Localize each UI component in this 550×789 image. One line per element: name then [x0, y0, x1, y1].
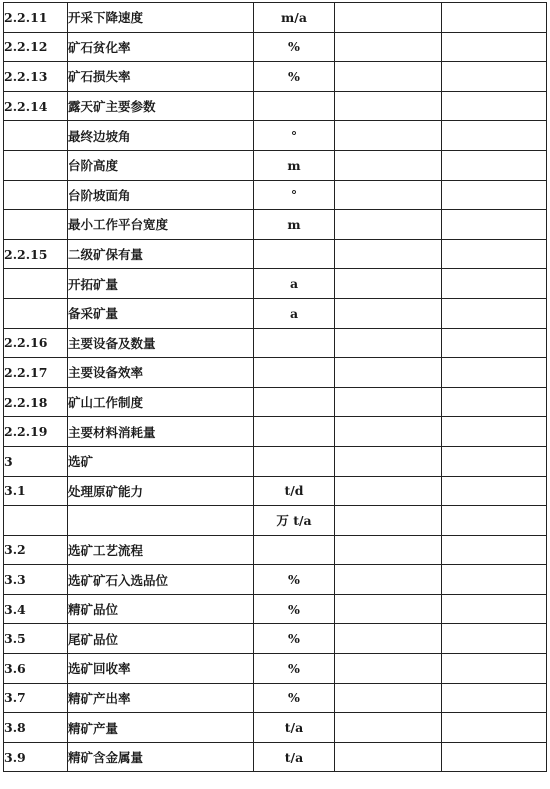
row-item: 选矿 [68, 446, 254, 476]
row-code: 3.2 [4, 535, 68, 565]
table-row [4, 446, 547, 476]
row-value-cell [335, 210, 442, 240]
row-code: 2.2.16 [4, 328, 68, 358]
row-item: 主要设备及数量 [68, 328, 254, 358]
row-code: 2.2.14 [4, 91, 68, 121]
row-value-cell [335, 476, 442, 506]
row-code [4, 150, 68, 180]
row-value-cell [335, 654, 442, 684]
row-value-cell [335, 565, 442, 595]
row-note-cell [442, 150, 547, 180]
row-note-cell [442, 565, 547, 595]
row-value-cell [335, 298, 442, 328]
row-note-cell [442, 3, 547, 33]
row-unit: a [254, 269, 335, 299]
parameter-table [3, 2, 547, 772]
row-item: 选矿矿石入选品位 [68, 565, 254, 595]
row-note-cell [442, 654, 547, 684]
table-row [4, 32, 547, 62]
row-code [4, 121, 68, 151]
row-value-cell [335, 150, 442, 180]
row-note-cell [442, 506, 547, 536]
row-value-cell [335, 121, 442, 151]
row-value-cell [335, 328, 442, 358]
row-code: 2.2.18 [4, 387, 68, 417]
row-code: 3.4 [4, 594, 68, 624]
row-note-cell [442, 239, 547, 269]
row-item: 矿山工作制度 [68, 387, 254, 417]
row-value-cell [335, 91, 442, 121]
row-value-cell [335, 713, 442, 743]
row-code [4, 269, 68, 299]
row-item: 台阶高度 [68, 150, 254, 180]
row-code: 2.2.15 [4, 239, 68, 269]
row-item: 开采下降速度 [68, 3, 254, 33]
row-unit [254, 446, 335, 476]
row-item: 矿石损失率 [68, 62, 254, 92]
row-item: 最小工作平台宽度 [68, 210, 254, 240]
row-value-cell [335, 594, 442, 624]
row-value-cell [335, 506, 442, 536]
row-item: 尾矿品位 [68, 624, 254, 654]
row-unit [254, 535, 335, 565]
row-item: 备采矿量 [68, 298, 254, 328]
row-item: 露天矿主要参数 [68, 91, 254, 121]
row-code [4, 180, 68, 210]
row-item: 二级矿保有量 [68, 239, 254, 269]
row-code: 3.6 [4, 654, 68, 684]
row-code: 3 [4, 446, 68, 476]
table-row [4, 565, 547, 595]
row-value-cell [335, 3, 442, 33]
row-note-cell [442, 32, 547, 62]
row-note-cell [442, 269, 547, 299]
row-unit: m/a [254, 3, 335, 33]
row-note-cell [442, 742, 547, 772]
table-body [4, 3, 547, 772]
row-item [68, 506, 254, 536]
table-row [4, 210, 547, 240]
row-unit: % [254, 32, 335, 62]
row-note-cell [442, 683, 547, 713]
row-item: 主要材料消耗量 [68, 417, 254, 447]
row-unit: m [254, 210, 335, 240]
row-unit: % [254, 62, 335, 92]
table-row [4, 417, 547, 447]
table-row [4, 328, 547, 358]
row-note-cell [442, 180, 547, 210]
table-row [4, 535, 547, 565]
row-item: 矿石贫化率 [68, 32, 254, 62]
row-code: 2.2.17 [4, 358, 68, 388]
row-unit [254, 417, 335, 447]
row-unit [254, 239, 335, 269]
table-row [4, 150, 547, 180]
row-item: 开拓矿量 [68, 269, 254, 299]
row-note-cell [442, 594, 547, 624]
table-row [4, 269, 547, 299]
table-row [4, 62, 547, 92]
row-item: 精矿产量 [68, 713, 254, 743]
row-value-cell [335, 239, 442, 269]
row-value-cell [335, 742, 442, 772]
row-unit: m [254, 150, 335, 180]
row-value-cell [335, 269, 442, 299]
row-value-cell [335, 62, 442, 92]
row-note-cell [442, 417, 547, 447]
row-code: 3.8 [4, 713, 68, 743]
table-row [4, 298, 547, 328]
row-unit: t/a [254, 713, 335, 743]
row-code: 2.2.11 [4, 3, 68, 33]
row-unit: 万 t/a [254, 506, 335, 536]
table-row [4, 476, 547, 506]
row-code: 3.3 [4, 565, 68, 595]
row-value-cell [335, 180, 442, 210]
row-note-cell [442, 387, 547, 417]
row-note-cell [442, 298, 547, 328]
row-item: 选矿工艺流程 [68, 535, 254, 565]
row-code: 2.2.19 [4, 417, 68, 447]
table-row [4, 713, 547, 743]
row-unit: % [254, 594, 335, 624]
row-unit: t/a [254, 742, 335, 772]
row-value-cell [335, 624, 442, 654]
table-row [4, 506, 547, 536]
row-unit: % [254, 624, 335, 654]
row-item: 主要设备效率 [68, 358, 254, 388]
row-note-cell [442, 476, 547, 506]
row-unit: a [254, 298, 335, 328]
row-note-cell [442, 713, 547, 743]
row-item: 选矿回收率 [68, 654, 254, 684]
row-code [4, 210, 68, 240]
row-code [4, 506, 68, 536]
row-note-cell [442, 624, 547, 654]
row-note-cell [442, 91, 547, 121]
row-note-cell [442, 535, 547, 565]
row-item: 精矿含金属量 [68, 742, 254, 772]
table-row [4, 239, 547, 269]
row-value-cell [335, 32, 442, 62]
row-note-cell [442, 446, 547, 476]
row-unit: ° [254, 121, 335, 151]
row-item: 精矿产出率 [68, 683, 254, 713]
row-item: 处理原矿能力 [68, 476, 254, 506]
row-item: 台阶坡面角 [68, 180, 254, 210]
row-unit [254, 91, 335, 121]
table-row [4, 121, 547, 151]
table-row [4, 624, 547, 654]
table-row [4, 387, 547, 417]
row-code: 2.2.13 [4, 62, 68, 92]
table-row [4, 683, 547, 713]
row-unit [254, 358, 335, 388]
row-unit: ° [254, 180, 335, 210]
row-value-cell [335, 417, 442, 447]
row-value-cell [335, 358, 442, 388]
table-row [4, 742, 547, 772]
row-unit: % [254, 683, 335, 713]
row-unit: % [254, 654, 335, 684]
row-note-cell [442, 358, 547, 388]
table-row [4, 654, 547, 684]
row-code [4, 298, 68, 328]
row-note-cell [442, 328, 547, 358]
row-item: 精矿品位 [68, 594, 254, 624]
row-value-cell [335, 683, 442, 713]
row-value-cell [335, 446, 442, 476]
row-code: 3.1 [4, 476, 68, 506]
row-note-cell [442, 210, 547, 240]
table-row [4, 358, 547, 388]
table-row [4, 91, 547, 121]
row-code: 3.7 [4, 683, 68, 713]
row-code: 3.9 [4, 742, 68, 772]
row-value-cell [335, 387, 442, 417]
row-unit: % [254, 565, 335, 595]
table-row [4, 3, 547, 33]
row-note-cell [442, 121, 547, 151]
row-unit [254, 387, 335, 417]
row-value-cell [335, 535, 442, 565]
row-note-cell [442, 62, 547, 92]
table-row [4, 180, 547, 210]
row-unit [254, 328, 335, 358]
row-code: 3.5 [4, 624, 68, 654]
row-unit: t/d [254, 476, 335, 506]
row-code: 2.2.12 [4, 32, 68, 62]
row-item: 最终边坡角 [68, 121, 254, 151]
table-row [4, 594, 547, 624]
